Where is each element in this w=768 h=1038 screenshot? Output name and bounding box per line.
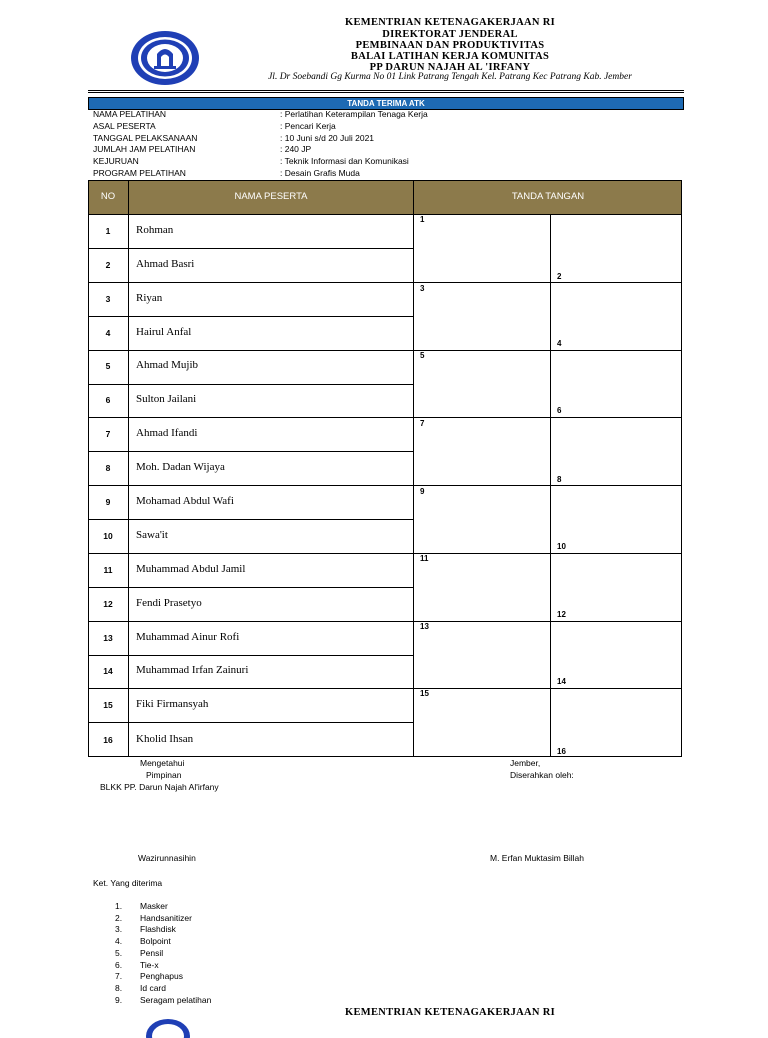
participant-name: Moh. Dadan Wijaya [136,461,225,473]
item-number: 1. [115,901,123,911]
signature-number: 12 [557,610,566,619]
info-value-2: : Pencari Kerja [280,121,336,131]
header-divider [88,90,684,91]
received-item: Seragam pelatihan [140,995,212,1005]
item-number: 3. [115,924,123,934]
info-value-4: : 240 JP [280,144,312,154]
header-line-2: DIREKTORAT JENDERAL [382,29,518,40]
row-number: 3 [105,294,111,304]
item-number: 4. [115,936,123,946]
participant-name: Muhammad Abdul Jamil [136,563,246,575]
leader-label: Pimpinan [146,770,182,780]
row-number: 15 [103,700,113,710]
participant-name: Ahmad Basri [136,258,195,270]
header-line-1: KEMENTRIAN KETENAGAKERJAAN RI [345,17,555,28]
header-address: Jl. Dr Soebandi Gg Kurma No 01 Link Patrang Tengah Kel. Patrang Kec Patrang Kab. Jember [268,72,632,82]
row-number: 4 [105,328,111,338]
participant-name: Fiki Firmansyah [136,698,209,710]
info-key-4: JUMLAH JAM PELATIHAN [93,144,196,154]
table-header-name: NAMA PESERTA [129,180,413,214]
next-page-header: KEMENTRIAN KETENAGAKERJAAN RI [345,1007,555,1018]
info-key-2: ASAL PESERTA [93,121,156,131]
row-number: 10 [103,531,113,541]
header-line-4: BALAI LATIHAN KERJA KOMUNITAS [350,51,550,62]
participant-name: Kholid Ihsan [136,733,194,745]
info-key-1: NAMA PELATIHAN [93,109,167,119]
signer-right-name: M. Erfan Muktasim Billah [490,853,584,863]
item-number: 7. [115,971,123,981]
received-item: Bolpoint [140,936,171,946]
row-number: 16 [103,735,113,745]
handed-over-label: Diserahkan oleh: [510,770,574,780]
institution-logo-icon [130,30,200,86]
received-item: Penghapus [140,971,184,981]
item-number: 6. [115,960,123,970]
row-number: 1 [105,226,111,236]
info-key-5: KEJURUAN [93,156,139,166]
form-title-banner: TANDA TERIMA ATK [88,97,684,110]
row-number: 9 [105,497,111,507]
signer-left-name: Wazirunnasihin [138,853,196,863]
row-number: 14 [103,666,113,676]
table-header-no: NO [88,180,128,214]
participant-name: Hairul Anfal [136,326,192,338]
signature-number: 3 [420,284,425,293]
signature-number: 14 [557,677,566,686]
participant-name: Rohman [136,224,174,236]
signature-number: 15 [420,689,429,698]
institution-logo-icon [145,1018,191,1038]
institution-label: BLKK PP. Darun Najah Al'irfany [100,782,219,792]
received-item: Id card [140,983,166,993]
row-number: 6 [105,395,111,405]
table-header-signature: TANDA TANGAN [414,180,682,214]
signature-number: 6 [557,406,562,415]
info-value-3: : 10 Juni s/d 20 Juli 2021 [280,133,375,143]
signature-number: 2 [557,272,562,281]
row-number: 2 [105,260,111,270]
signature-number: 10 [557,542,566,551]
row-number: 7 [105,429,111,439]
header-line-3: PEMBINAAN DAN PRODUKTIVITAS [355,40,545,51]
received-item: Pensil [140,948,164,958]
item-number: 5. [115,948,123,958]
item-number: 9. [115,995,123,1005]
signature-number: 11 [420,554,429,563]
participant-name: Fendi Prasetyo [136,597,202,609]
header-line-5: PP DARUN NAJAH AL 'IRFANY [369,62,531,73]
participant-name: Mohamad Abdul Wafi [136,495,234,507]
signature-number: 5 [420,351,425,360]
received-item: Tie-x [140,960,159,970]
received-item: Handsanitizer [140,913,192,923]
item-number: 8. [115,983,123,993]
participant-name: Ahmad Mujib [136,359,199,371]
info-value-1: : Perlatihan Keterampilan Tenaga Kerja [280,109,428,119]
info-key-3: TANGGAL PELAKSANAAN [93,133,198,143]
row-number: 8 [105,463,111,473]
participant-name: Muhammad Irfan Zainuri [136,664,249,676]
participant-name: Muhammad Ainur Rofi [136,631,240,643]
signature-number: 7 [420,419,425,428]
received-items-title: Ket. Yang diterima [93,878,163,888]
participant-name: Sawa'it [136,529,168,541]
acknowledged-label: Mengetahui [140,758,185,768]
participant-name: Ahmad Ifandi [136,427,198,439]
signature-number: 4 [557,339,562,348]
info-value-5: : Teknik Informasi dan Komunikasi [280,156,409,166]
info-value-6: : Desain Grafis Muda [280,168,360,178]
participant-name: Riyan [136,292,163,304]
info-key-6: PROGRAM PELATIHAN [93,168,186,178]
received-item: Masker [140,901,168,911]
signature-number: 8 [557,475,562,484]
place-date-label: Jember, [510,758,541,768]
signature-number: 9 [420,487,425,496]
signature-number: 13 [420,622,429,631]
item-number: 2. [115,913,123,923]
signature-number: 16 [557,747,566,756]
row-number: 13 [103,633,113,643]
received-item: Flashdisk [140,924,176,934]
participant-name: Sulton Jailani [136,393,197,405]
row-number: 11 [103,565,113,575]
row-number: 12 [103,599,113,609]
row-number: 5 [105,361,111,371]
signature-number: 1 [420,215,425,224]
header-divider-2 [88,92,684,93]
